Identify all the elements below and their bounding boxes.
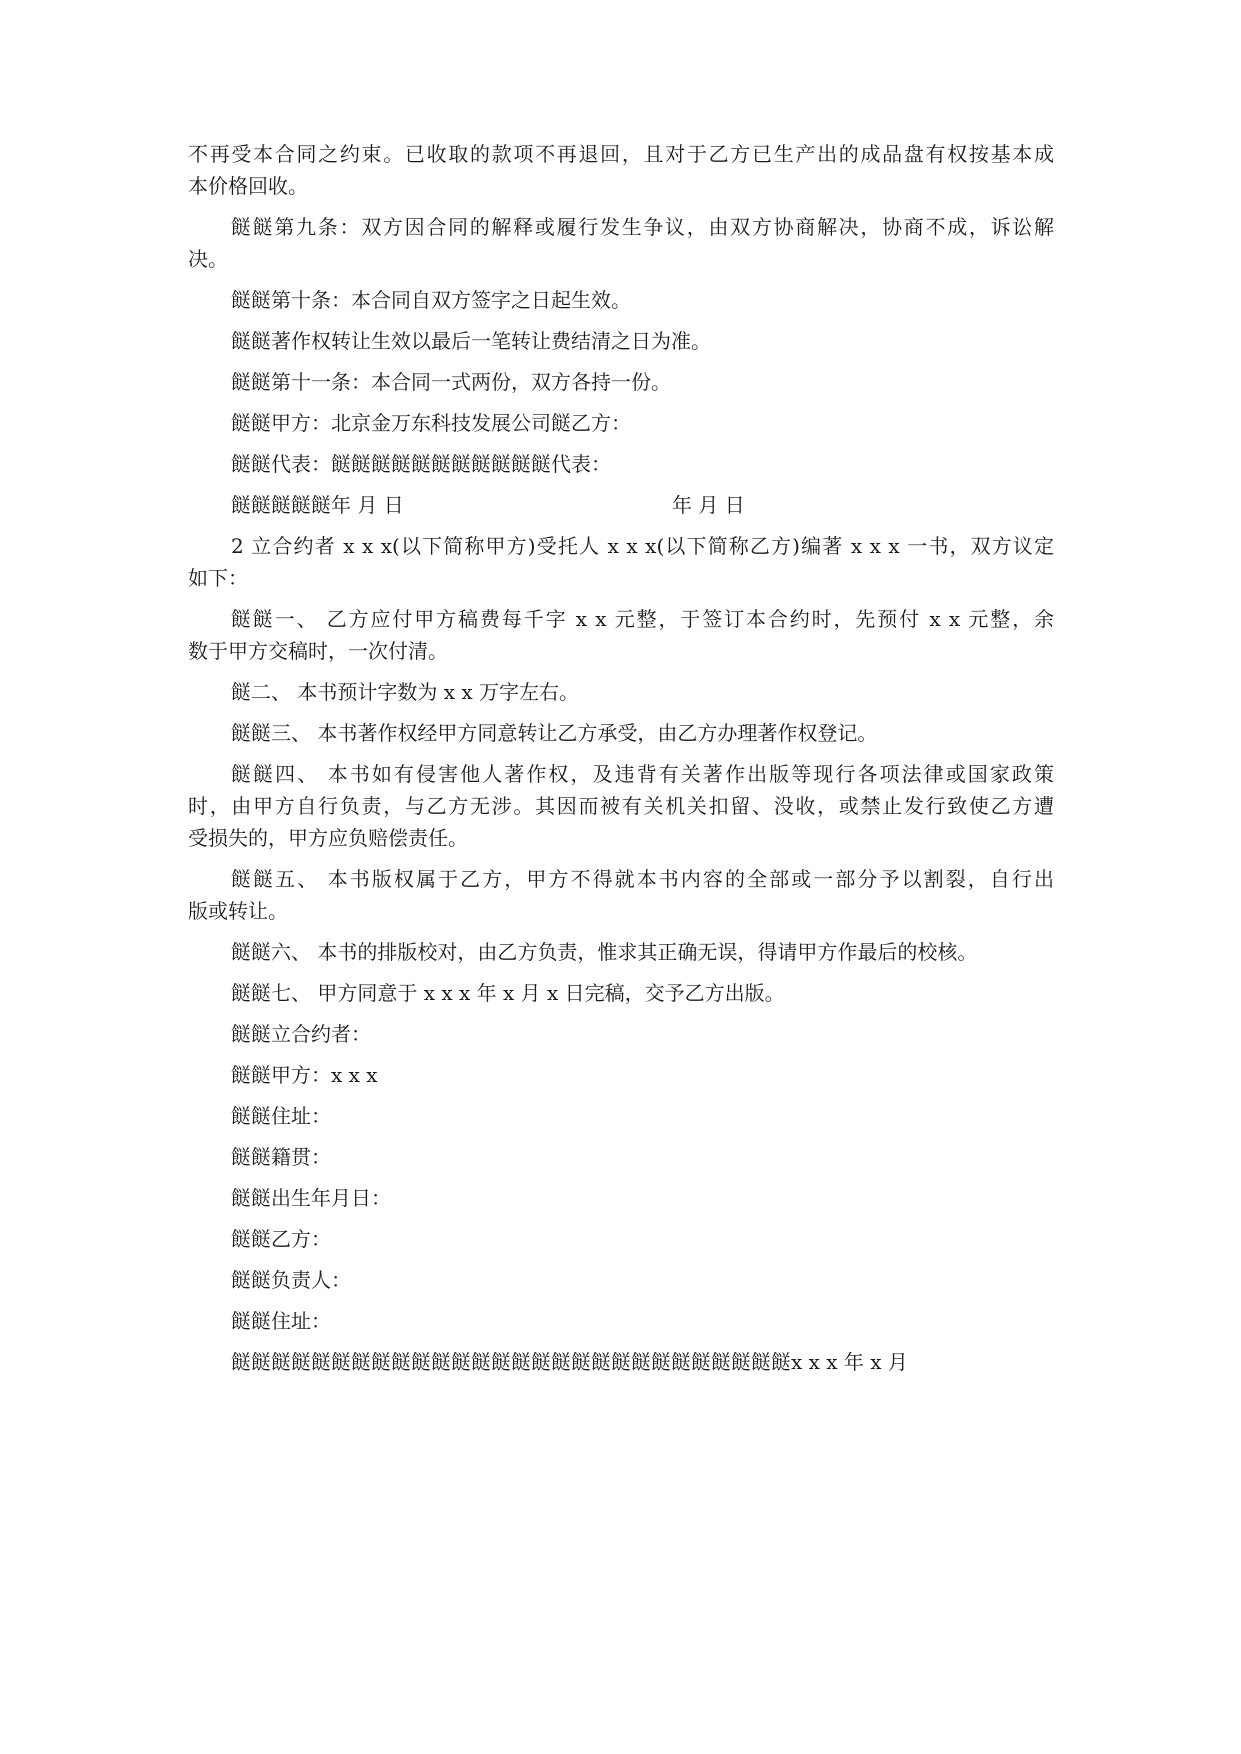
- paragraph-line: 数于甲方交稿时，一次付清。: [188, 639, 448, 663]
- clause-2-line: 餸二、 本书预计字数为 x x 万字左右。: [231, 680, 579, 704]
- address-field: 餸餸住址：: [231, 1309, 331, 1333]
- clause-5-line: 餸餸五、 本书版权属于乙方，甲方不得就本书内容的全部或一部分予以割裂，自行出: [231, 867, 1054, 891]
- paragraph-line: 不再受本合同之约束。已收取的款项不再退回，且对于乙方已生产出的成品盘有权按基本成: [188, 142, 1054, 166]
- party-b-field: 餸餸乙方：: [231, 1227, 331, 1251]
- clause-4-line: 餸餸四、 本书如有侵害他人著作权，及违背有关著作出版等现行各项法律或国家政策: [231, 762, 1054, 786]
- address-field: 餸餸住址：: [231, 1104, 331, 1128]
- clause-7-line: 餸餸七、 甲方同意于 x x x 年 x 月 x 日完稿，交予乙方出版。: [231, 981, 785, 1005]
- paragraph-line: 餸餸著作权转让生效以最后一笔转让费结清之日为准。: [231, 329, 711, 353]
- responsible-person-field: 餸餸负责人：: [231, 1268, 351, 1292]
- article-9-line: 餸餸第九条：双方因合同的解释或履行发生争议，由双方协商解决，协商不成，诉讼解: [231, 215, 1054, 239]
- paragraph-line: 时，由甲方自行负责，与乙方无涉。其因而被有关机关扣留、没收，或禁止发行致使乙方遭: [188, 794, 1054, 818]
- signature-date-right: 年 月 日: [672, 493, 745, 517]
- clause-1-line: 餸餸一、 乙方应付甲方稿费每千字 x x 元整，于签订本合约时，先预付 x x 元整，余: [231, 607, 1054, 631]
- paragraph-line: 受损失的，甲方应负赔偿责任。: [188, 826, 468, 850]
- paragraph-line: 版或转让。: [188, 899, 288, 923]
- paragraph-line: 本价格回收。: [188, 174, 308, 198]
- party-a-field: 餸餸甲方：x x x: [231, 1063, 378, 1087]
- article-10-line: 餸餸第十条：本合同自双方签字之日起生效。: [231, 288, 631, 312]
- party-a-line: 餸餸甲方：北京金万东科技发展公司餸乙方：: [231, 411, 631, 435]
- paragraph-line: 如下：: [188, 566, 248, 590]
- birth-date-field: 餸餸出生年月日：: [231, 1186, 391, 1210]
- clause-3-line: 餸餸三、 本书著作权经甲方同意转让乙方承受，由乙方办理著作权登记。: [231, 721, 878, 745]
- representative-line: 餸餸代表：餸餸餸餸餸餸餸餸餸餸餸代表：: [231, 452, 611, 476]
- closing-date-line: 餸餸餸餸餸餸餸餸餸餸餸餸餸餸餸餸餸餸餸餸餸餸餸餸餸餸餸餸x x x 年 x 月: [231, 1350, 908, 1374]
- article-11-line: 餸餸第十一条：本合同一式两份，双方各持一份。: [231, 370, 671, 394]
- clause-6-line: 餸餸六、 本书的排版校对，由乙方负责，惟求其正确无误，得请甲方作最后的校核。: [231, 940, 978, 964]
- native-place-field: 餸餸籍贯：: [231, 1145, 331, 1169]
- signature-date-line: 餸餸餸餸餸年 月 日: [231, 493, 404, 517]
- signatory-heading: 餸餸立合约者：: [231, 1022, 371, 1046]
- contract-2-intro-line: 2 立合约者 x x x(以下简称甲方)受托人 x x x(以下简称乙方)编著 x x x 一书，双方议定: [231, 534, 1054, 558]
- paragraph-line: 决。: [188, 247, 228, 271]
